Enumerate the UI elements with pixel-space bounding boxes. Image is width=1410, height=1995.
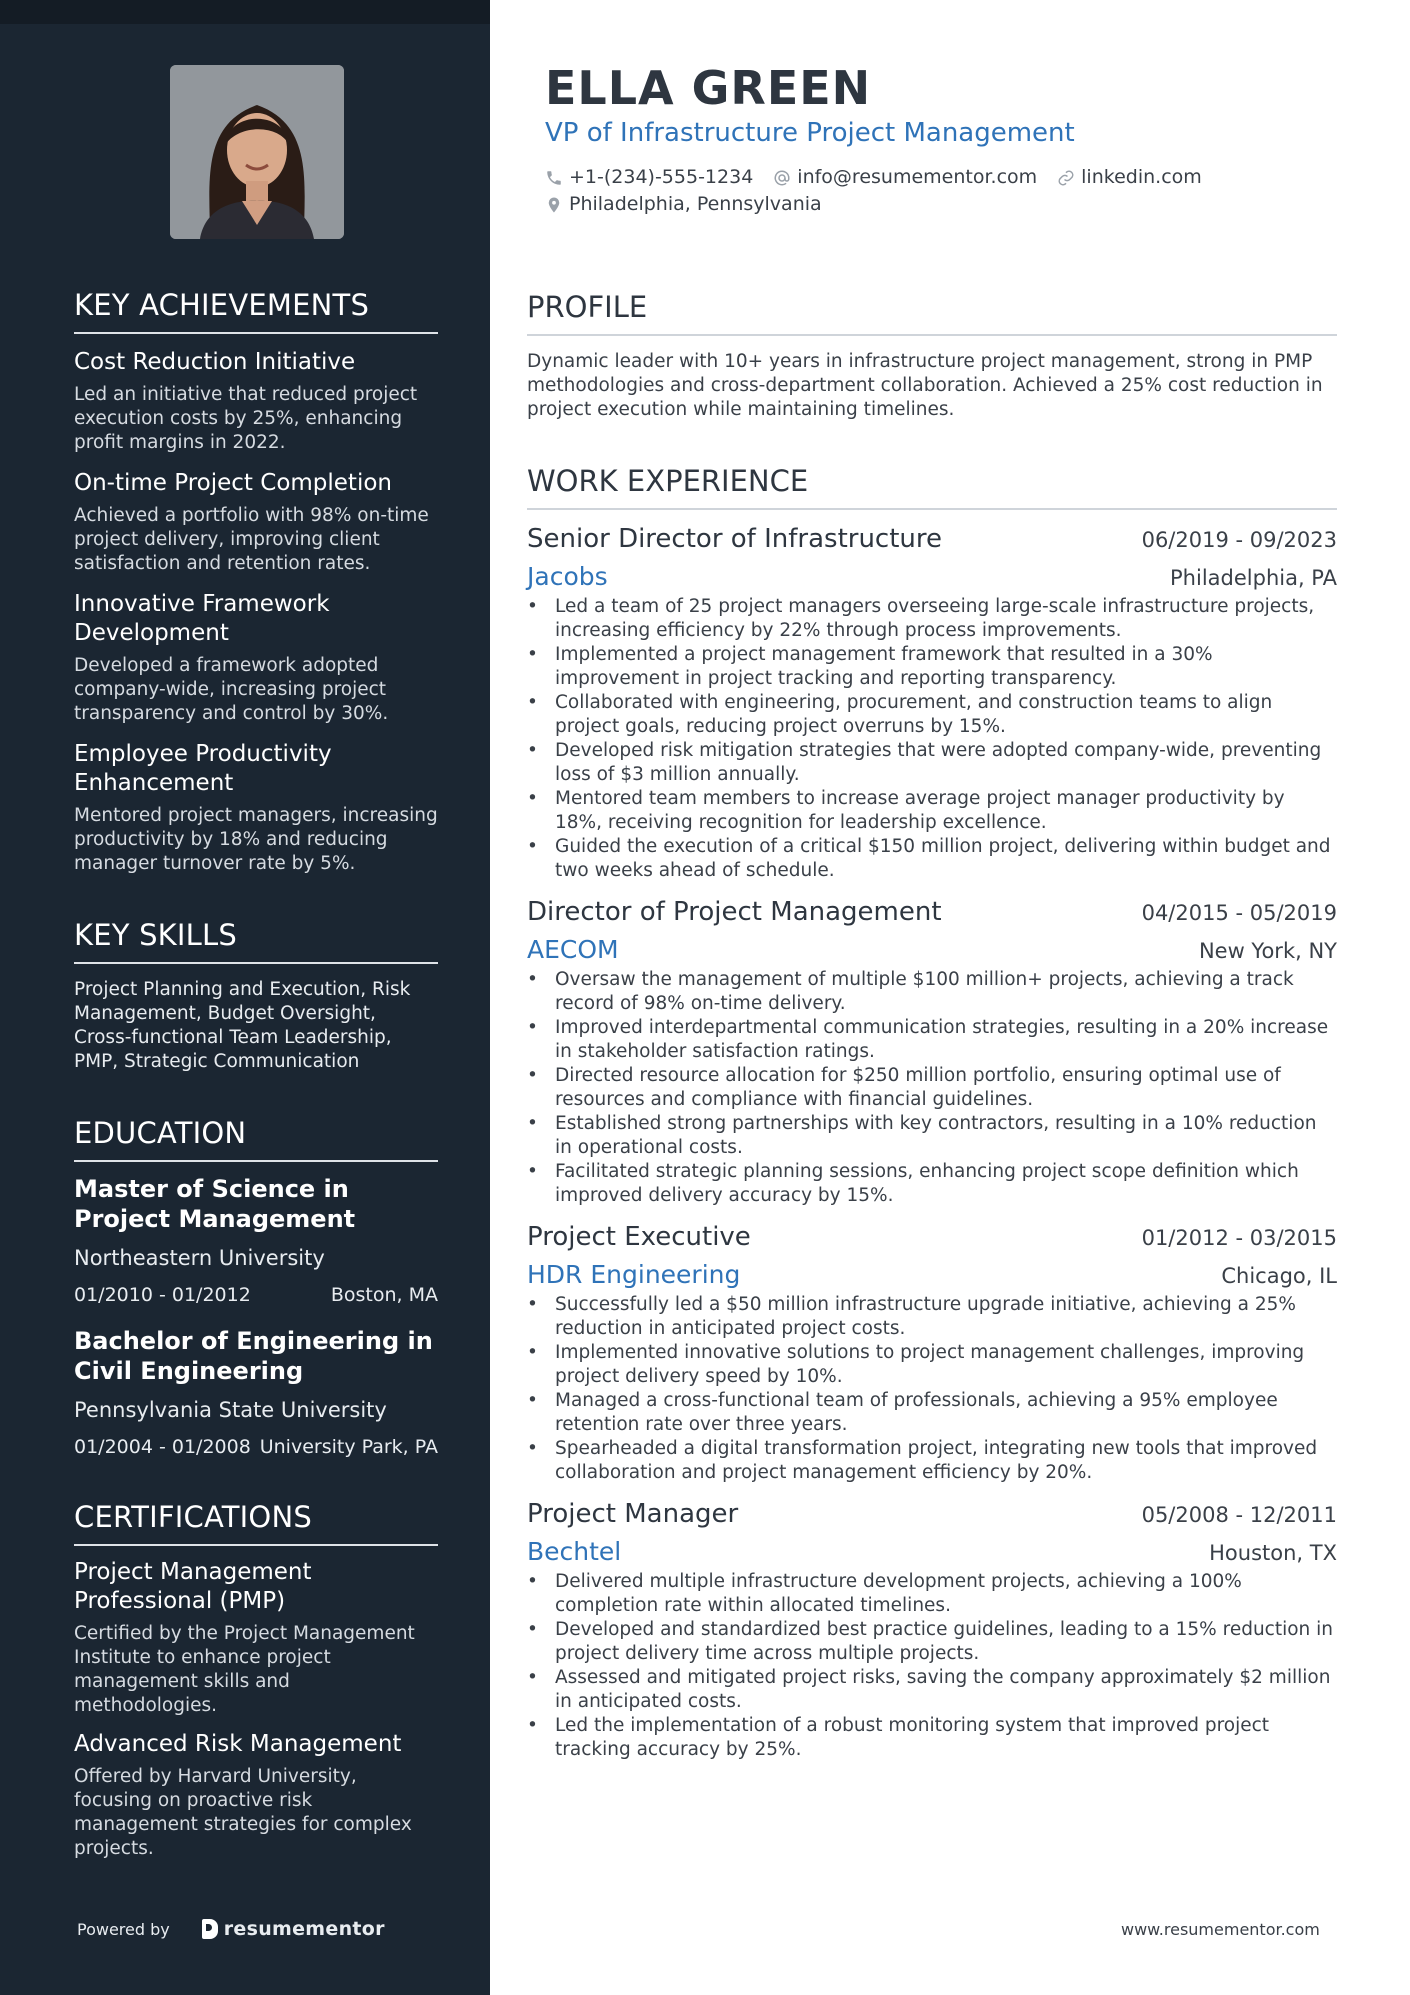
main-sections	[527, 290, 1337, 1762]
contact-email[interactable]	[773, 164, 1037, 191]
education-dates: 01/2010 - 01/2012	[74, 1284, 251, 1306]
job-location: Houston, TX	[1209, 1541, 1337, 1565]
phone-text: +1-(234)-555-1234	[569, 166, 754, 188]
job-company: HDR Engineering	[527, 1260, 741, 1289]
contact-row	[545, 191, 1345, 218]
education-dates: 01/2004 - 01/2008	[74, 1436, 251, 1458]
job-dates: 04/2015 - 05/2019	[1141, 901, 1337, 925]
email-text: info@resumementor.com	[797, 166, 1038, 188]
achievement-desc: Developed a framework adopted company-wide, increasing project transparency and control by 30%.	[74, 655, 389, 724]
job-entry	[527, 524, 1337, 883]
job-bullet: • Developed and standardized best practice guidelines, leading to a 15% reduction in project delivery time across multiple projects.	[527, 1618, 1337, 1666]
achievement-desc: Achieved a portfolio with 98% on-time project delivery, improving client satisfaction and retention rates.	[74, 505, 429, 574]
powered-by	[77, 1918, 385, 1940]
certification-title: Advanced Risk Management	[74, 1731, 402, 1757]
profile-photo-illustration	[170, 65, 344, 239]
job-location: New York, NY	[1198, 939, 1337, 963]
profile-text: Dynamic leader with 10+ years in infrastructure project management, strong in PMP methodologies and cross-department collaboration. Achieved a 25% cost reduction in project execution while maintaining timelines.	[527, 351, 1323, 420]
brand-logo-icon	[202, 1919, 218, 1939]
job-entry	[527, 1222, 1337, 1485]
education-meta	[74, 1284, 438, 1306]
job-bullet: • Collaborated with engineering, procurement, and construction teams to align project goals, reducing project overruns by 15%.	[527, 691, 1337, 739]
contact-phone[interactable]	[545, 164, 753, 191]
work-experience-section	[527, 464, 1337, 1762]
job-company: Jacobs	[527, 562, 608, 591]
job-bullet: • Successfully led a $50 million infrastructure upgrade initiative, achieving a 25% reduction in anticipated project costs.	[527, 1293, 1337, 1341]
sidebar	[0, 0, 490, 1995]
achievement-desc: Led an initiative that reduced project execution costs by 25%, enhancing profit margins in 2022.	[74, 384, 418, 453]
achievement-item	[74, 469, 438, 576]
linkedin-text: linkedin.com	[1081, 166, 1202, 188]
job-dates: 05/2008 - 12/2011	[1141, 1503, 1337, 1527]
powered-by-label: Powered by	[77, 1919, 170, 1939]
key-skills-heading: KEY SKILLS	[74, 918, 438, 964]
certification-title: Project Management Professional (PMP)	[74, 1559, 312, 1614]
education-heading: EDUCATION	[74, 1116, 438, 1162]
candidate-title: VP of Infrastructure Project Management	[545, 118, 1075, 148]
sidebar-content	[74, 288, 438, 1903]
job-subheader	[527, 562, 1337, 591]
location-text: Philadelphia, Pennsylvania	[569, 193, 822, 215]
certification-desc: Offered by Harvard University, focusing on proactive risk management strategies for complex projects.	[74, 1766, 412, 1859]
education-item	[74, 1326, 438, 1458]
certification-desc: Certified by the Project Management Institute to enhance project management skills and methodologies.	[74, 1623, 415, 1716]
job-location: Chicago, IL	[1221, 1264, 1337, 1288]
profile-photo	[170, 65, 344, 239]
contact-row	[545, 164, 1345, 191]
main-content	[490, 0, 1410, 1995]
contact-location	[545, 191, 822, 218]
link-icon	[1057, 169, 1075, 187]
phone-icon	[545, 169, 563, 187]
education-school: Pennsylvania State University	[74, 1398, 387, 1422]
job-company: AECOM	[527, 935, 619, 964]
certifications-heading: CERTIFICATIONS	[74, 1500, 438, 1546]
website-link[interactable]: www.resumementor.com	[1121, 1920, 1320, 1939]
key-achievements-section	[74, 288, 438, 876]
job-subheader	[527, 935, 1337, 964]
job-subheader	[527, 1260, 1337, 1289]
job-bullets	[527, 968, 1337, 1208]
job-header	[527, 1222, 1337, 1252]
brand-logo[interactable]	[202, 1918, 385, 1940]
candidate-name: ELLA GREEN	[545, 61, 872, 115]
education-item	[74, 1174, 438, 1306]
achievement-item	[74, 740, 438, 876]
job-bullets	[527, 595, 1337, 883]
job-bullet: • Led a team of 25 project managers overseeing large-scale infrastructure projects, increasing efficiency by 22% through process improvements.	[527, 595, 1337, 643]
job-bullet: • Established strong partnerships with key contractors, resulting in a 10% reduction in operational costs.	[527, 1112, 1337, 1160]
education-degree: Bachelor of Engineering in Civil Engineering	[74, 1327, 433, 1385]
job-bullet: • Delivered multiple infrastructure development projects, achieving a 100% completion rate within allocated timelines.	[527, 1570, 1337, 1618]
job-header	[527, 1499, 1337, 1529]
contact-info	[545, 164, 1345, 218]
at-icon	[773, 169, 791, 187]
job-bullet: • Guided the execution of a critical $150 million project, delivering within budget and two weeks ahead of schedule.	[527, 835, 1337, 883]
achievement-item	[74, 348, 438, 455]
certification-item	[74, 1558, 438, 1718]
job-bullet: • Spearheaded a digital transformation project, integrating new tools that improved collaboration and project management efficiency by 20%.	[527, 1437, 1337, 1485]
job-bullet: • Assessed and mitigated project risks, saving the company approximately $2 million in anticipated costs.	[527, 1666, 1337, 1714]
job-role: Director of Project Management	[527, 897, 942, 927]
sidebar-top-bar	[0, 0, 490, 24]
job-bullet: • Developed risk mitigation strategies that were adopted company-wide, preventing loss of $3 million annually.	[527, 739, 1337, 787]
achievement-item	[74, 590, 438, 726]
job-dates: 06/2019 - 09/2023	[1141, 528, 1337, 552]
key-skills-section	[74, 918, 438, 1074]
achievement-title: Innovative Framework Development	[74, 591, 330, 646]
achievement-title: Employee Productivity Enhancement	[74, 741, 332, 796]
work-experience-heading: WORK EXPERIENCE	[527, 464, 1337, 510]
achievement-desc: Mentored project managers, increasing productivity by 18% and reducing manager turnover rate by 5%.	[74, 805, 438, 874]
profile-section	[527, 290, 1337, 422]
achievement-title: Cost Reduction Initiative	[74, 349, 356, 375]
job-role: Project Executive	[527, 1222, 751, 1252]
job-bullet: • Directed resource allocation for $250 million portfolio, ensuring optimal use of resources and compliance with financial guidelines.	[527, 1064, 1337, 1112]
job-entry	[527, 897, 1337, 1208]
resume-header	[545, 60, 1345, 218]
job-bullet: • Oversaw the management of multiple $100 million+ projects, achieving a track record of 98% on-time delivery.	[527, 968, 1337, 1016]
education-section	[74, 1116, 438, 1458]
job-bullets	[527, 1293, 1337, 1485]
achievement-title: On-time Project Completion	[74, 470, 392, 496]
key-achievements-heading: KEY ACHIEVEMENTS	[74, 288, 438, 334]
education-school: Northeastern University	[74, 1246, 325, 1270]
job-bullet: • Managed a cross-functional team of professionals, achieving a 95% employee retention rate over three years.	[527, 1389, 1337, 1437]
job-bullet: • Mentored team members to increase average project manager productivity by 18%, receiving recognition for leadership excellence.	[527, 787, 1337, 835]
job-bullet: • Improved interdepartmental communication strategies, resulting in a 20% increase in stakeholder satisfaction ratings.	[527, 1016, 1337, 1064]
job-bullet: • Implemented innovative solutions to project management challenges, improving project delivery speed by 10%.	[527, 1341, 1337, 1389]
education-degree: Master of Science in Project Management	[74, 1175, 356, 1233]
profile-heading: PROFILE	[527, 290, 1337, 336]
job-header	[527, 524, 1337, 554]
job-role: Senior Director of Infrastructure	[527, 524, 943, 554]
job-entry	[527, 1499, 1337, 1762]
education-meta	[74, 1436, 438, 1458]
job-location: Philadelphia, PA	[1170, 566, 1337, 590]
job-company: Bechtel	[527, 1537, 622, 1566]
job-role: Project Manager	[527, 1499, 739, 1529]
certification-item	[74, 1730, 438, 1861]
job-bullets	[527, 1570, 1337, 1762]
job-bullet: • Led the implementation of a robust monitoring system that improved project tracking accuracy by 25%.	[527, 1714, 1337, 1762]
education-location: University Park, PA	[259, 1436, 438, 1458]
contact-linkedin[interactable]	[1057, 164, 1202, 191]
job-dates: 01/2012 - 03/2015	[1141, 1226, 1337, 1250]
certifications-section	[74, 1500, 438, 1861]
location-pin-icon	[545, 196, 563, 214]
skills-list: Project Planning and Execution, Risk Management, Budget Oversight, Cross-functional Team Leadership, PMP, Strategic Communication	[74, 979, 411, 1072]
education-location: Boston, MA	[330, 1284, 438, 1306]
job-header	[527, 897, 1337, 927]
brand-name: resumementor	[223, 1918, 385, 1940]
job-bullet: • Facilitated strategic planning sessions, enhancing project scope definition which improved delivery accuracy by 15%.	[527, 1160, 1337, 1208]
job-bullet: • Implemented a project management framework that resulted in a 30% improvement in project tracking and reporting transparency.	[527, 643, 1337, 691]
job-subheader	[527, 1537, 1337, 1566]
